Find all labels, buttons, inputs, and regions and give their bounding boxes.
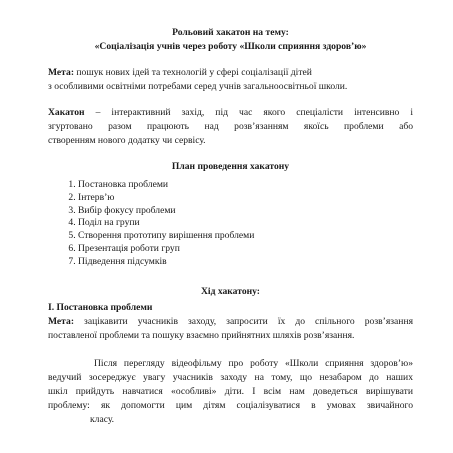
hackathon-text-line-3: створенням нового додатку чи сервісу. <box>48 135 206 146</box>
plan-item: 6. Презентація роботи груп <box>78 243 413 256</box>
hackathon-label: Хакатон <box>48 107 85 118</box>
goal-text-line-2: з особливими освітніми потребами серед учнів загальноосвітньої школи. <box>48 81 348 92</box>
body-line: класу. <box>90 413 115 425</box>
section-1-goal-text-line-1: зацікавити учасників заходу, запросити їх до спільного розв’язання <box>74 315 413 327</box>
section-1-goal-label: Мета: <box>48 315 75 327</box>
plan-list <box>48 179 413 269</box>
goal-paragraph <box>48 66 413 94</box>
hackathon-definition <box>48 106 413 148</box>
hackathon-line-1 <box>48 106 413 120</box>
plan-heading: План проведення хакатону <box>171 161 290 172</box>
hackathon-text-line-1: – інтерактивний захід, під час якого спеціалісти інтенсивно і <box>84 107 413 118</box>
plan-item: 1. Постановка проблеми <box>78 179 413 192</box>
course-heading: Хід хакатону: <box>200 285 261 297</box>
section-1-heading: І. Постановка проблеми <box>48 301 153 313</box>
section-1-goal <box>48 315 413 343</box>
document-title-line-2: «Соціалізація учнів через роботу «Школи сприяння здоров’ю» <box>94 41 367 52</box>
document-title-line-1: Рольовий хакатон на тему: <box>172 27 289 38</box>
section-1-goal-text-line-2: поставленої проблеми та пошуку взаємно прийнятних шляхів розв’язання. <box>48 329 355 341</box>
plan-item: 3. Вибір фокусу проблеми <box>78 205 413 218</box>
body-line: ведучий зосереджує увагу учасників заходу на тому, що незабаром до наших <box>48 371 413 383</box>
goal-label: Мета: <box>48 67 75 78</box>
plan-item: 5. Створення прототипу вирішення проблеми <box>78 230 413 243</box>
body-line: Після перегляду відеофільму про роботу «Школи сприяння здоров’ю» <box>94 357 413 369</box>
body-line: проблему: як допомогти цим дітям соціалізуватися в умовах звичайного <box>48 399 413 411</box>
plan-item: 7. Підведення підсумків <box>78 256 413 269</box>
section-1-body <box>48 357 413 427</box>
section-1-goal-line-1 <box>48 315 413 329</box>
hackathon-text-line-2: згуртовано разом працюють над розв’язанням якоїсь проблеми або <box>48 121 413 132</box>
goal-text-line-1: пошук нових ідей та технологій у сфері соціалізації дітей <box>74 67 312 78</box>
plan-item: 2. Інтерв’ю <box>78 192 413 205</box>
body-line: шкіл прийдуть навчатися «особливі» діти. І всім нам доведеться вирішувати <box>48 385 413 397</box>
plan-item: 4. Поділ на групи <box>78 217 413 230</box>
